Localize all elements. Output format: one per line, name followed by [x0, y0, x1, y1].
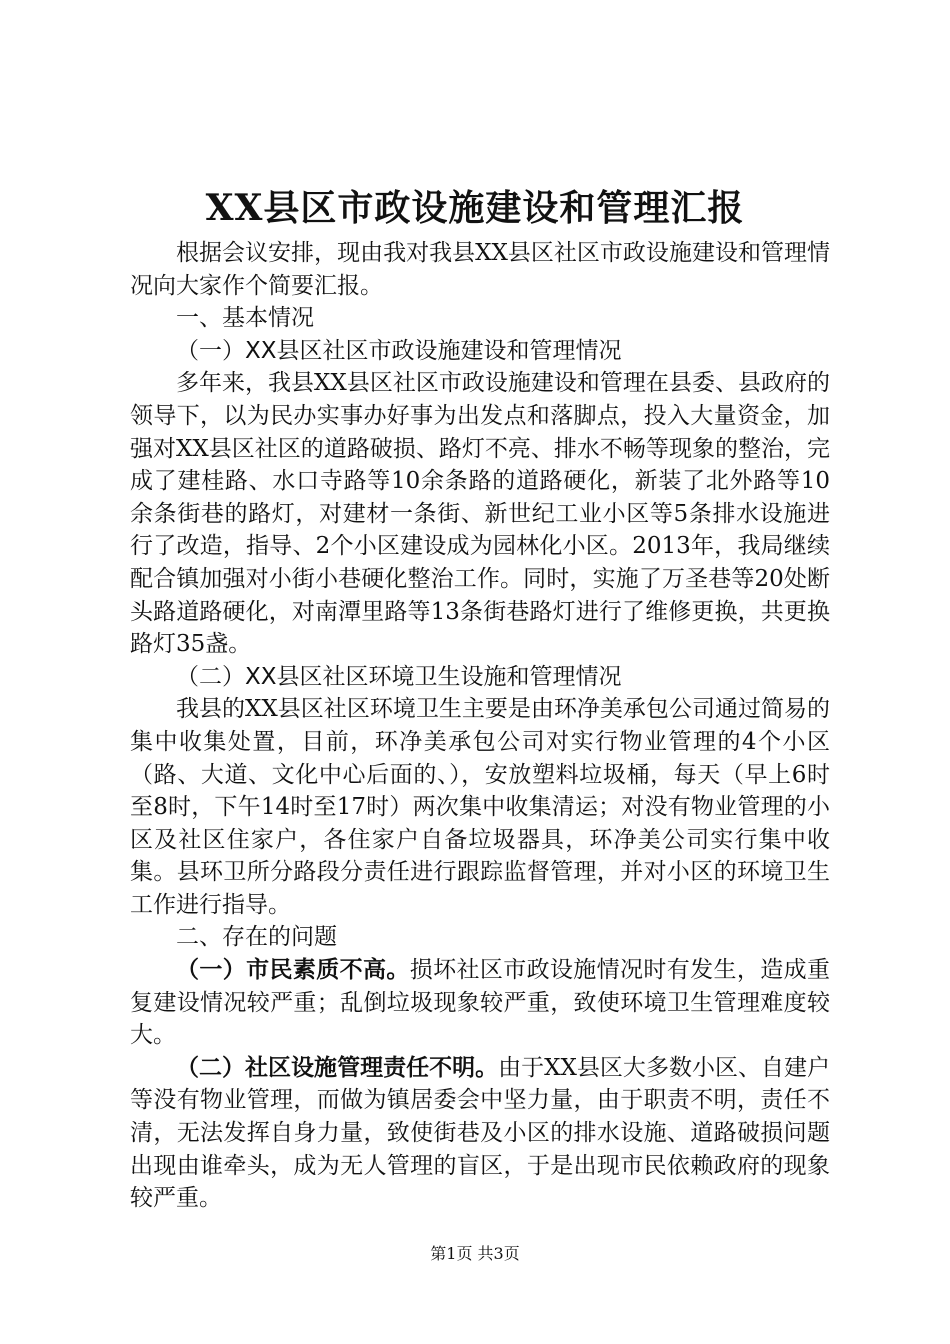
- section-1-sub-1-paragraph: 多年来，我县XX县区社区市政设施建设和管理在县委、县政府的领导下，以为民办实事办好事为出发点和落脚点，投入大量资金，加强对XX县区社区的道路破损、路灯不亮、排水不畅等现象的整治，完成了建桂路、水口寺路等10余条路的道路硬化，新装了北外路等10余条街巷的路灯，对建材一条街、新世纪工业小区等5条排水设施进行了改造，指导、2个小区建设成为园林化小区。2013年，我局继续配合镇加强对小街小巷硬化整治工作。同时，实施了万圣巷等20处断头路道路硬化，对南潭里路等13条街巷路灯进行了维修更换，共更换路灯35盏。: [130, 370, 830, 658]
- intro-paragraph: 根据会议安排，现由我对我县XX县区社区市政设施建设和管理情况向大家作个简要汇报。: [130, 240, 830, 299]
- document-title: XX县区市政设施建设和管理汇报: [205, 187, 745, 229]
- section-2-heading: 二、存在的问题: [176, 924, 337, 951]
- section-1-heading: 一、基本情况: [176, 305, 314, 332]
- section-2-item-1-lead: （一）市民素质不高。: [176, 957, 410, 984]
- page-footer: 第1页 共3页: [430, 1244, 520, 1263]
- section-1-sub-1-heading: （一）XX县区社区市政设施建设和管理情况: [176, 337, 622, 364]
- section-1-sub-2-heading: （二）XX县区社区环境卫生设施和管理情况: [176, 663, 622, 690]
- document-body: [130, 237, 830, 1215]
- section-2-item-1-text: 损坏社区市政设施情况时有发生，造成重复建设情况较严重；乱倒垃圾现象较严重，致使环境卫生管理难度较大。: [130, 957, 831, 1049]
- section-2-item-2-lead: （二）社区设施管理责任不明。: [176, 1054, 499, 1081]
- section-2-item-2-text: 由于XX县区大多数小区、自建户等没有物业管理，而做为镇居委会中坚力量，由于职责不明，责任不清，无法发挥自身力量，致使街巷及小区的排水设施、道路破损问题出现由谁牵头，成为无人管理的盲区，于是出现市民依赖政府的现象较严重。: [130, 1054, 831, 1212]
- section-2-item-2-paragraph: [130, 1052, 830, 1215]
- section-2-item-1-paragraph: [130, 954, 830, 1052]
- section-1-sub-2-paragraph: 我县的XX县区社区环境卫生主要是由环净美承包公司通过简易的集中收集处置，目前，环净美承包公司对实行物业管理的4个小区（路、大道、文化中心后面的、），安放塑料垃圾桶，每天（早上6时至8时，下午14时至17时）两次集中收集清运；对没有物业管理的小区及社区住家户，各住家户自备垃圾器具，环净美公司实行集中收集。县环卫所分路段分责任进行跟踪监督管理，并对小区的环境卫生工作进行指导。: [130, 696, 830, 918]
